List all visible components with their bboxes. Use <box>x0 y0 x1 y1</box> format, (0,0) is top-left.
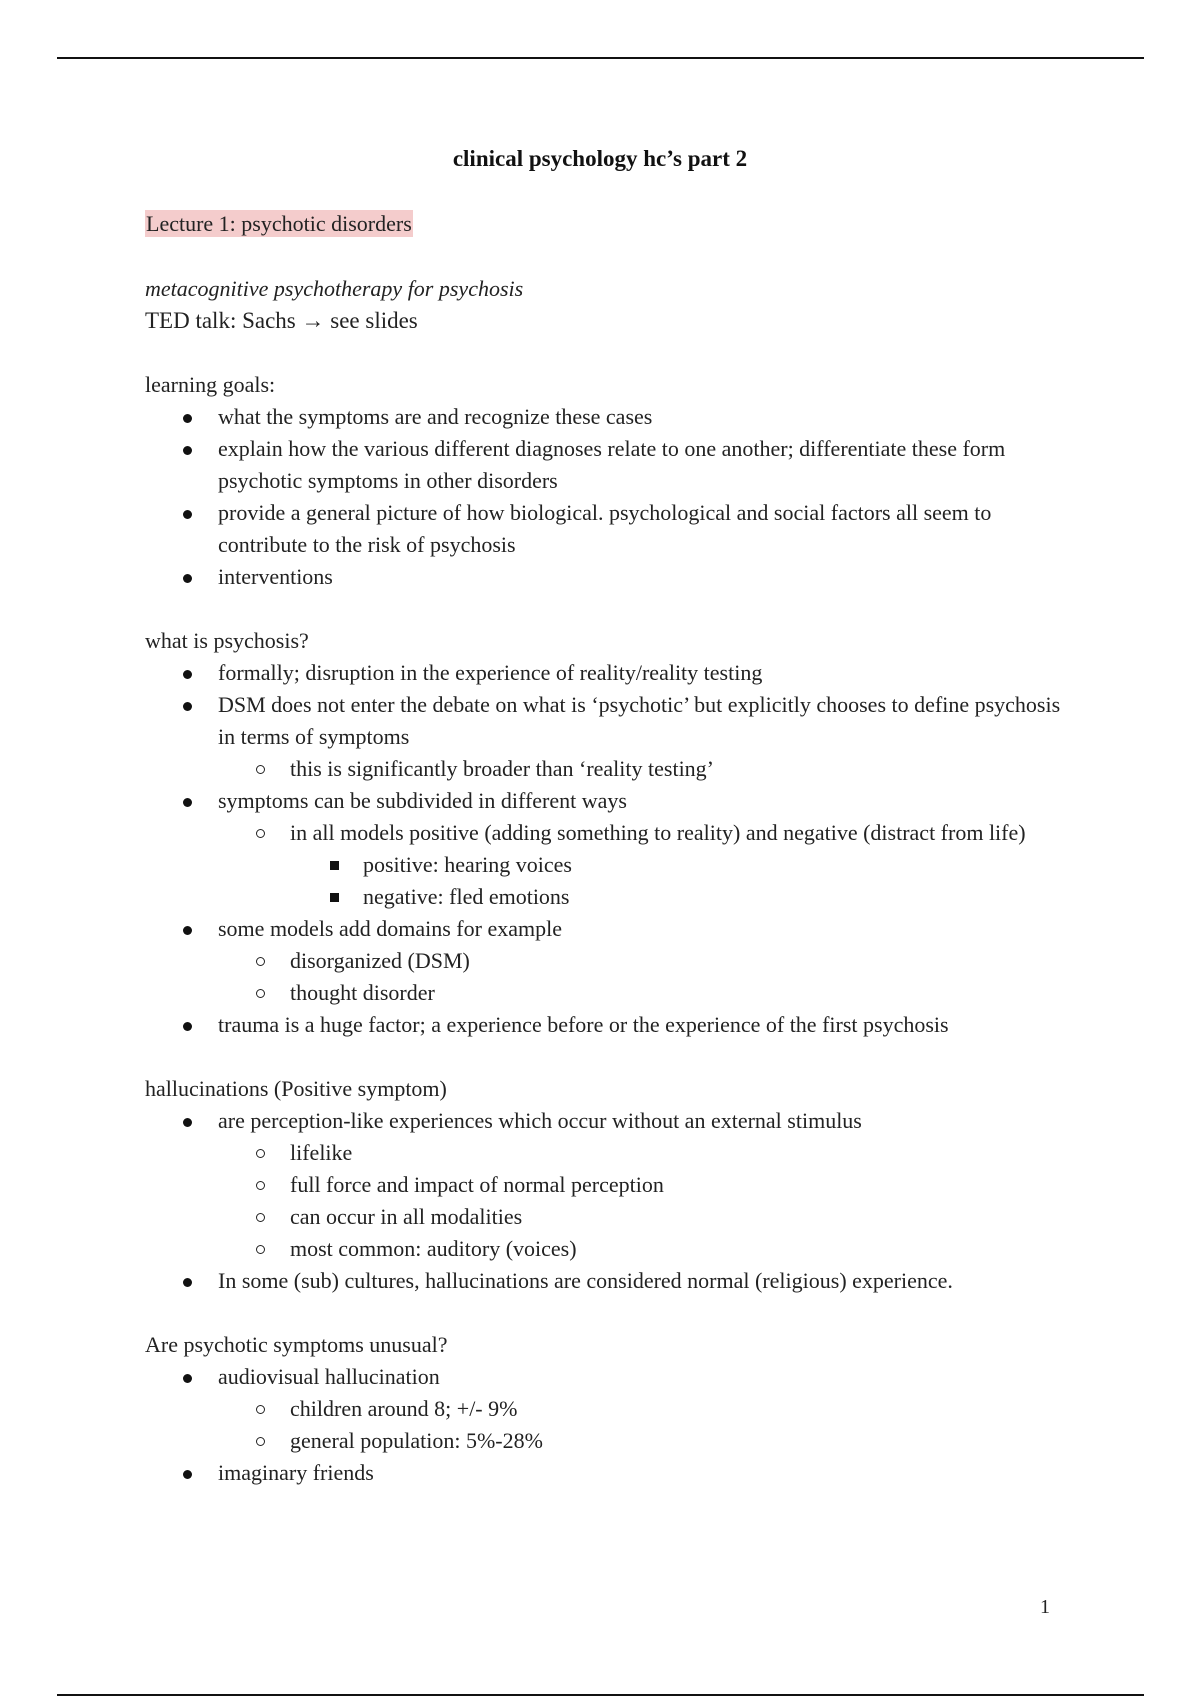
list-item: interventions <box>145 561 1070 593</box>
learning-goals-list <box>145 401 1070 593</box>
list-item: what the symptoms are and recognize these cases <box>145 401 1070 433</box>
list-item: are perception-like experiences which occur without an external stimulus <box>145 1105 1070 1137</box>
bullet-icon <box>183 926 192 935</box>
circle-bullet-icon <box>256 829 265 838</box>
bullet-icon <box>183 1022 192 1031</box>
list-item: symptoms can be subdivided in different ways <box>145 785 1070 817</box>
bullet-icon <box>183 1278 192 1287</box>
circle-bullet-icon <box>256 1405 265 1414</box>
list-item: formally; disruption in the experience of reality/reality testing <box>145 657 1070 689</box>
list-item: in all models positive (adding something to reality) and negative (distract from life) <box>145 817 1070 849</box>
list-item: negative: fled emotions <box>145 881 1070 913</box>
bullet-icon <box>183 446 192 455</box>
psychosis-heading: what is psychosis? <box>145 628 309 653</box>
list-item: explain how the various different diagnoses relate to one another; differentiate these form psychotic symptoms in other disorders <box>145 433 1070 497</box>
list-item: disorganized (DSM) <box>145 945 1070 977</box>
page-number: 1 <box>1040 1596 1050 1618</box>
list-item: provide a general picture of how biological. psychological and social factors all seem to contribute to the risk of psychosis <box>145 497 1070 561</box>
bullet-icon <box>183 670 192 679</box>
circle-bullet-icon <box>256 1213 265 1222</box>
square-bullet-icon <box>330 893 339 902</box>
bullet-icon <box>183 1374 192 1383</box>
psychosis-sublist <box>145 753 1070 785</box>
bullet-icon <box>183 1118 192 1127</box>
list-item: audiovisual hallucination <box>145 1361 1070 1393</box>
bullet-icon <box>183 574 192 583</box>
square-bullet-icon <box>330 861 339 870</box>
bullet-icon <box>183 1470 192 1479</box>
lecture-heading <box>145 208 1070 240</box>
list-item: some models add domains for example <box>145 913 1070 945</box>
lecture-subtitle: metacognitive psychotherapy for psychosis <box>145 276 524 301</box>
list-item: full force and impact of normal perception <box>145 1169 1070 1201</box>
psychosis-list <box>145 657 1070 753</box>
bullet-icon <box>183 414 192 423</box>
list-item: In some (sub) cultures, hallucinations are considered normal (religious) experience. <box>145 1265 1070 1297</box>
footer-rule <box>57 1694 1144 1696</box>
list-item: children around 8; +/- 9% <box>145 1393 1070 1425</box>
lecture-heading-text: Lecture 1: psychotic disorders <box>146 211 412 236</box>
circle-bullet-icon <box>256 957 265 966</box>
circle-bullet-icon <box>256 1437 265 1446</box>
circle-bullet-icon <box>256 1181 265 1190</box>
list-item: imaginary friends <box>145 1457 1070 1489</box>
list-item: lifelike <box>145 1137 1070 1169</box>
list-item: DSM does not enter the debate on what is ‘psychotic’ but explicitly chooses to define psychosis in terms of symptoms <box>145 689 1070 753</box>
list-item: this is significantly broader than ‘reality testing’ <box>145 753 1070 785</box>
learning-goals-heading: learning goals: <box>145 372 276 397</box>
circle-bullet-icon <box>256 1149 265 1158</box>
hallucinations-heading: hallucinations (Positive symptom) <box>145 1076 447 1101</box>
header-rule <box>57 57 1144 59</box>
circle-bullet-icon <box>256 765 265 774</box>
list-item: trauma is a huge factor; a experience before or the experience of the first psychosis <box>145 1009 1070 1041</box>
list-item: positive: hearing voices <box>145 849 1070 881</box>
list-item: general population: 5%-28% <box>145 1425 1070 1457</box>
bullet-icon <box>183 798 192 807</box>
circle-bullet-icon <box>256 989 265 998</box>
unusual-heading: Are psychotic symptoms unusual? <box>145 1332 448 1357</box>
document-body <box>145 208 1070 1489</box>
ted-talk-note: TED talk: Sachs → see slides <box>145 308 418 333</box>
bullet-icon <box>183 702 192 711</box>
circle-bullet-icon <box>256 1245 265 1254</box>
bullet-icon <box>183 510 192 519</box>
list-item: most common: auditory (voices) <box>145 1233 1070 1265</box>
list-item: thought disorder <box>145 977 1070 1009</box>
list-item: can occur in all modalities <box>145 1201 1070 1233</box>
document-title: clinical psychology hc’s part 2 <box>452 146 748 171</box>
